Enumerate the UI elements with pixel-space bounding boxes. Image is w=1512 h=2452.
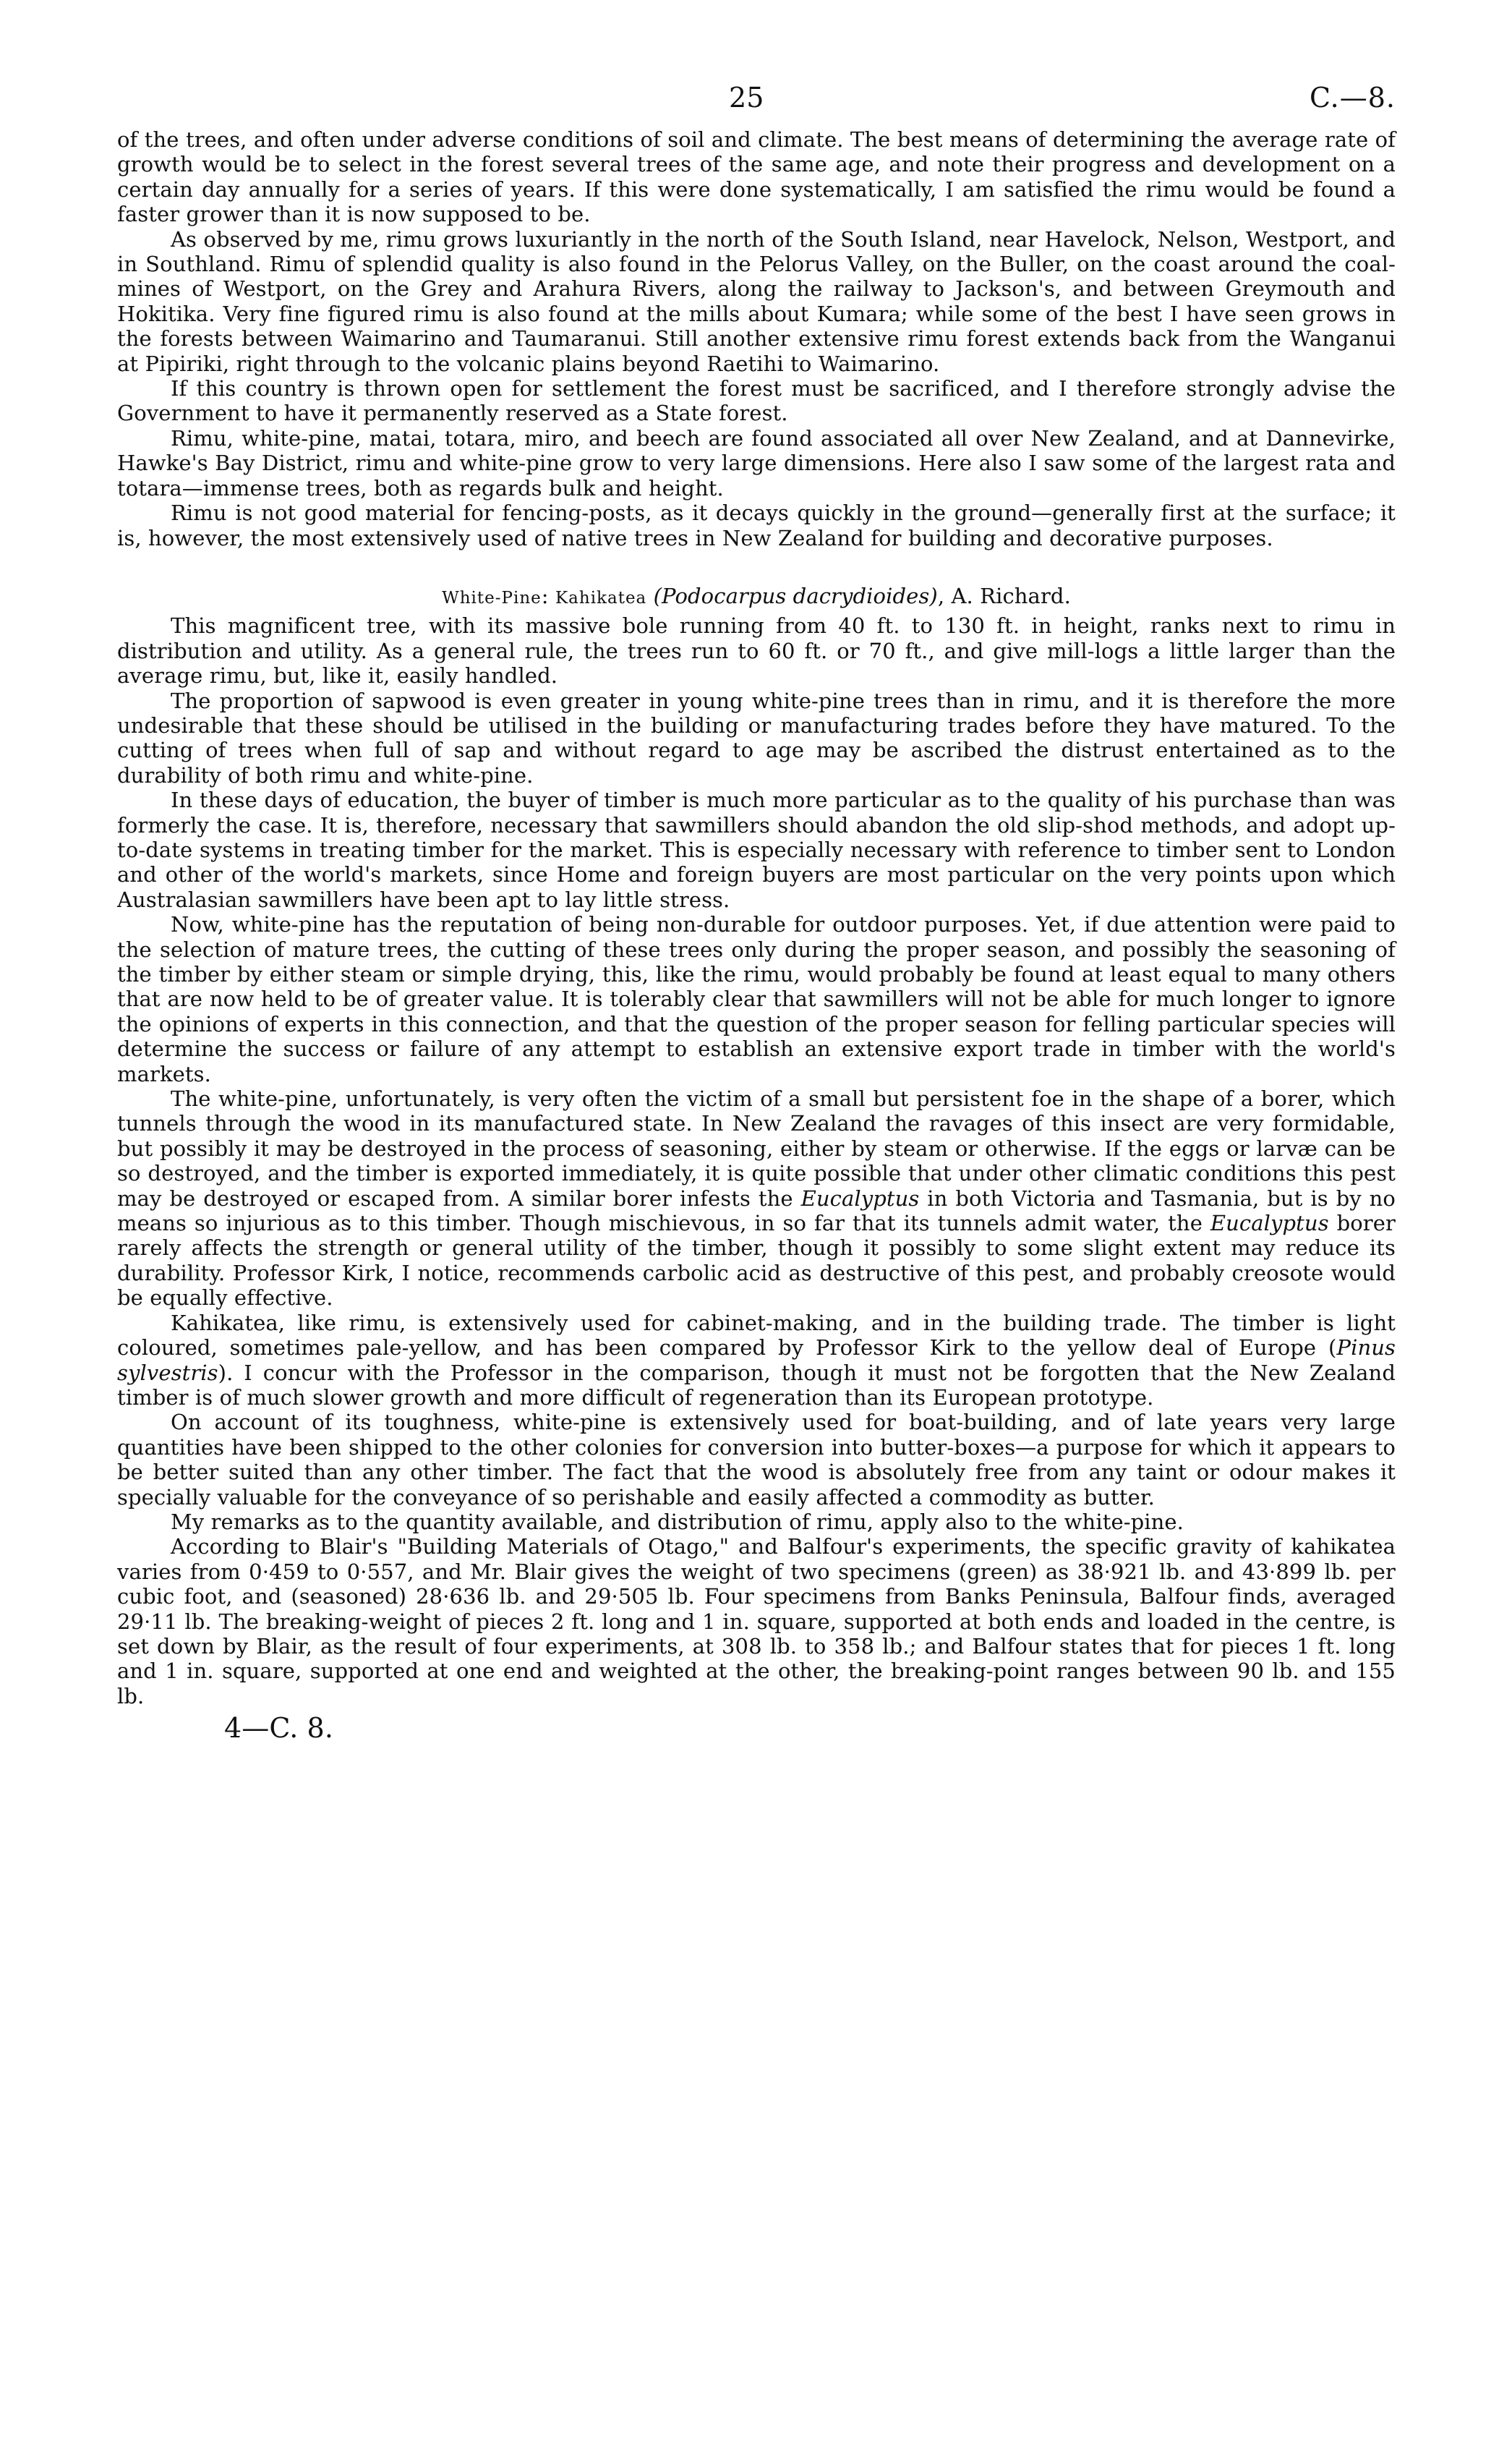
paragraph: Now, white-pine has the reputation of being non-durable for outdoor purposes. Yet, if due attention were paid to the selection of mature trees, the cutting of these trees only during the proper season, and possibly the seasoning of the timber by either steam or simple drying, this, like the rimu, would probably be found at least equal to many others that are now held to be of greater value. It is tolerably clear that sawmillers will not be able for much longer to ignore the opinions of experts in this connection, and that the question of the proper season for felling particular species will determine the success or failure of any attempt to establish an extensive export trade in timber with the world's markets. [117,912,1396,1086]
document-reference: C.—8. [1309,82,1396,114]
paragraph: Rimu is not good material for fencing-posts, as it decays quickly in the ground—generally first at the surface; it is, however, the most extensively used of native trees in New Zealand for building and decorative purposes. [117,501,1396,550]
italic-term: Eucalyptus [800,1185,920,1211]
paragraph: This magnificent tree, with its massive bole running from 40 ft. to 130 ft. in height, ranks next to rimu in distribution and utility. As a general rule, the trees run to 60 ft. or 70 ft., and give mill-logs a little larger than the average rimu, but, like it, easily handled. [117,613,1396,689]
paragraph: As observed by me, rimu grows luxuriantly in the north of the South Island, near Havelock, Nelson, Westport, and in Southland. Rimu of splendid quality is also found in the Pelorus Valley, on the Buller, on the coast around the coal-mines of Westport, on the Grey and Arahura Rivers, along the railway to Jackson's, and between Greymouth and Hokitika. Very fine figured rimu is also found at the mills about Kumara; while some of the best I have seen grows in the forests between Waimarino and Taumaranui. Still another extensive rimu forest extends back from the Wanganui at Pipiriki, right through to the volcanic plains beyond Raetihi to Waimarino. [117,226,1396,376]
paragraph: My remarks as to the quantity available, and distribution of rimu, apply also to the white-pine. [171,1509,1184,1534]
paragraph: In these days of education, the buyer of timber is much more particular as to the quality of his purchase than was formerly the case. It is, therefore, necessary that sawmillers should abandon the old slip-shod methods, and adopt up-to-date systems in treating timber for the market. This is especially necessary with reference to timber sent to London and other of the world's markets, since Home and foreign buyers are most particular on the very points upon which Australasian sawmillers have been apt to lay little stress. [117,788,1396,912]
paragraph: On account of its toughness, white-pine is extensively used for boat-building, and of late years very large quantities have been shipped to the other colonies for conversion into butter-boxes—a purpose for which it appears to be better suited than any other timber. The fact that the wood is absolutely free from any taint or odour makes it specially valuable for the conveyance of so perishable and easily affected a commodity as butter. [117,1410,1396,1510]
heading-maori-name: Kahikatea [555,588,647,608]
paragraph [117,1311,1396,1410]
text-run: in both Victoria and Tasmania, but is by no means so injurious as to this timber. Though mischievous, in so far that its tunnels admit water, the [117,1185,1396,1236]
paragraph: The proportion of sapwood is even greater in young white-pine trees than in rimu, and it is therefore the more undesirable that these should be utilised in the building or manufacturing trades before they have matured. To the cutting of trees when full of sap and without regard to age may be ascribed the distrust entertained as to the durability of both rimu and white-pine. [117,688,1396,788]
section-heading [117,584,1396,610]
text-run: ). I concur with the Professor in the comparison, though it must not be forgotten that the New Zealand timber is of much slower growth and more difficult of regeneration than its European prototype. [117,1360,1396,1410]
paragraph: According to Blair's "Building Materials of Otago," and Balfour's experiments, the specific gravity of kahikatea varies from 0·459 to 0·557, and Mr. Blair gives the weight of two specimens (green) as 38·921 lb. and 43·899 lb. per cubic foot, and (seasoned) 28·636 lb. and 29·505 lb. Four specimens from Banks Peninsula, Balfour finds, averaged 29·11 lb. The breaking-weight of pieces 2 ft. long and 1 in. square, supported at both ends and loaded in the centre, is set down by Blair, as the result of four experiments, at 308 lb. to 358 lb.; and Balfour states that for pieces 1 ft. long and 1 in. square, supported at one end and weighted at the other, the breaking-point ranges between 90 lb. and 155 lb. [117,1534,1396,1708]
paragraph: If this country is thrown open for settlement the forest must be sacrificed, and I therefore strongly advise the Government to have it permanently reserved as a State forest. [117,376,1396,426]
page-header [117,80,1396,127]
paragraph: Rimu, white-pine, matai, totara, miro, and beech are found associated all over New Zealand, and at Dannevirke, Hawke's Bay District, rimu and white-pine grow to very large dimensions. Here also I saw some of the largest rata and totara—immense trees, both as regards bulk and height. [117,425,1396,501]
document-page [117,80,1396,1745]
heading-latin-name: (Podocarpus dacrydioides) [653,583,938,608]
page-number: 25 [729,82,764,114]
heading-author: , A. Richard. [937,583,1071,608]
heading-separator: : [541,583,555,608]
paragraph [117,1086,1396,1311]
italic-term: Pinus sylvestris [117,1335,1396,1385]
heading-common-name: White-Pine [442,588,542,608]
text-run: The white-pine, unfortunately, is very often the victim of a small but persistent foe in the shape of a borer, which tunnels through the wood in its manufactured state. In New Zealand the ravages of this insect are very formidable, but possibly it may be destroyed in the process of seasoning, either by steam or otherwise. If the eggs or larvæ can be so destroyed, and the timber is exported immediately, it is quite possible that under other climatic conditions this pest may be destroyed or escaped from. A similar borer infests the [117,1086,1396,1211]
text-run: Kahikatea, like rimu, is extensively used for cabinet-making, and in the building trade. The timber is light coloured, sometimes pale-yellow, and has been compared by Professor Kirk to the yellow deal of Europe ( [117,1310,1396,1361]
italic-term: Eucalyptus [1210,1211,1329,1236]
paragraph: of the trees, and often under adverse conditions of soil and climate. The best means of determining the average rate of growth would be to select in the forest several trees of the same age, and note their progress and development on a certain day annually for a series of years. If this were done systematically, I am satisfied the rimu would be found a faster grower than it is now supposed to be. [117,127,1396,227]
text-run: borer rarely affects the strength or general utility of the timber, though it possibly to some slight extent may reduce its durability. Professor Kirk, I notice, recommends carbolic acid as destructive of this pest, and probably creosote would be equally effective. [117,1211,1396,1311]
printer-signature: 4—C. 8. [224,1712,334,1745]
